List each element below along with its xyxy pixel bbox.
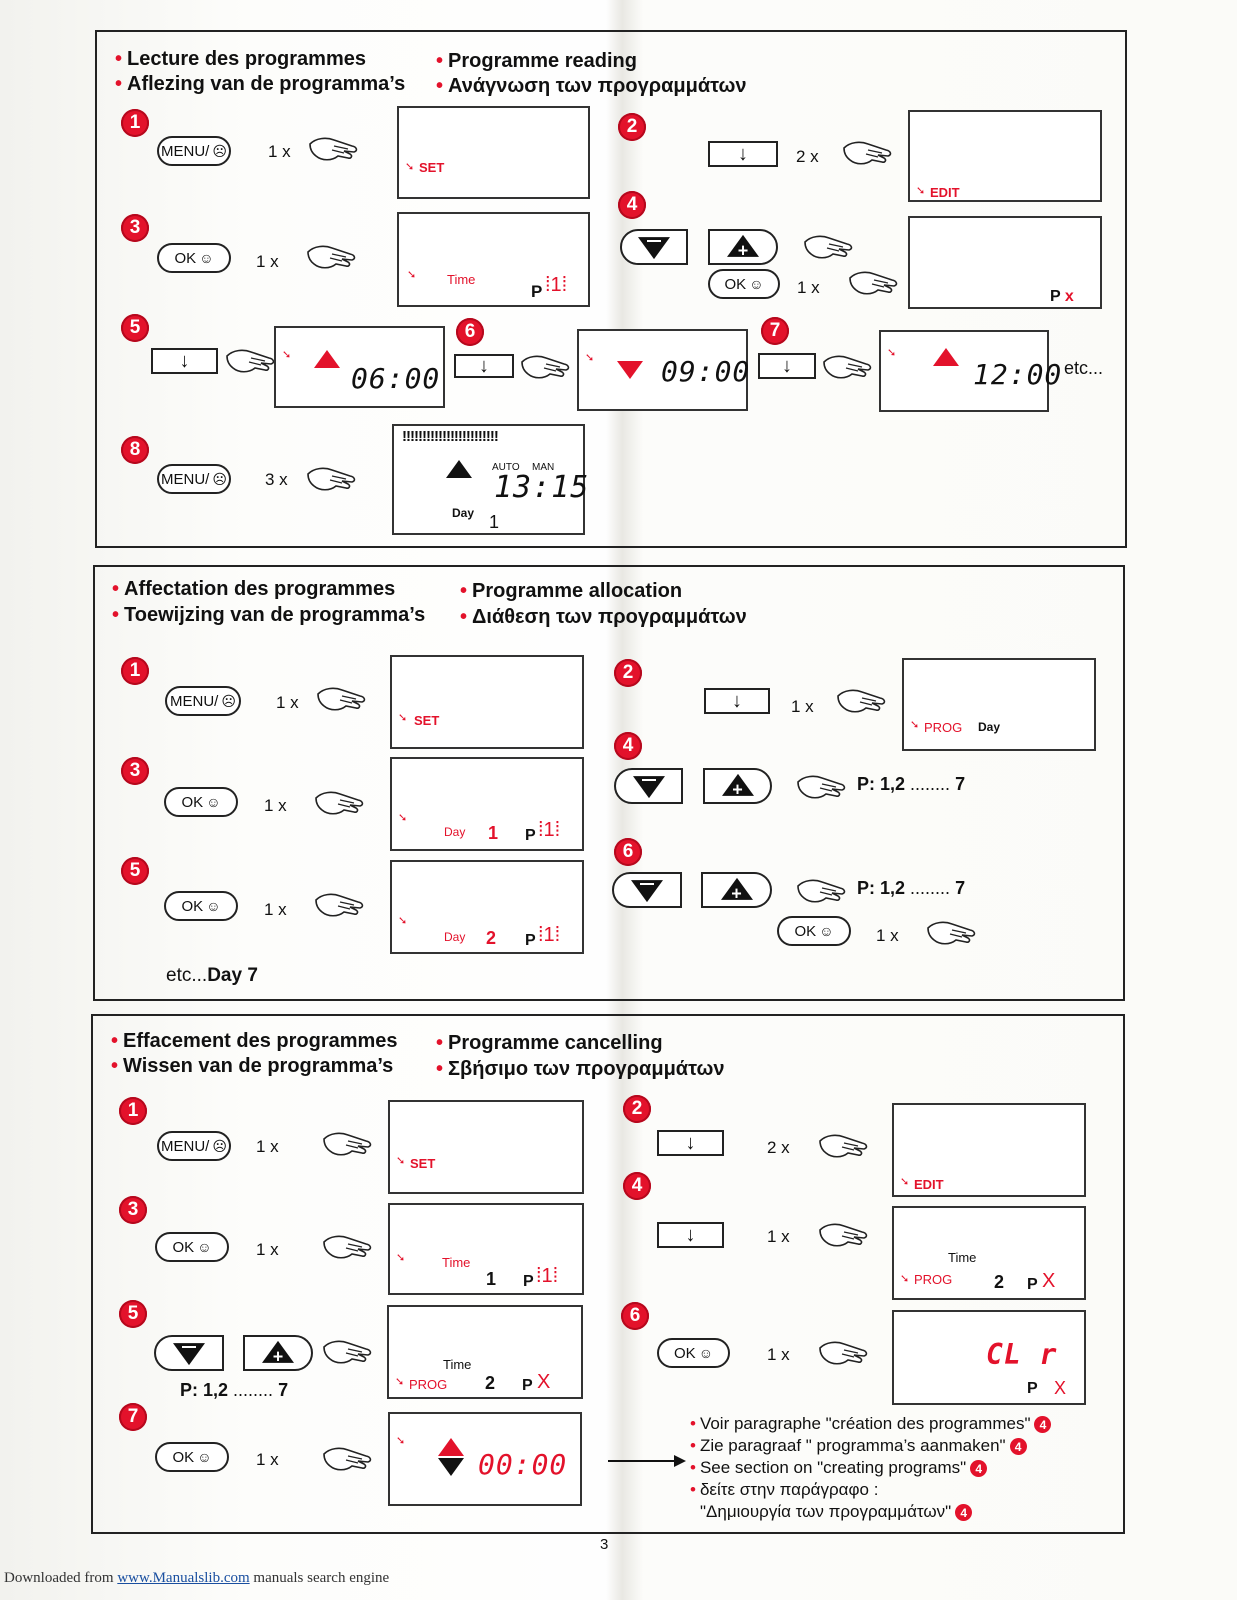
step-number: 6 xyxy=(621,1302,649,1330)
hand-pointer-icon xyxy=(306,242,358,272)
press-count: 1 x xyxy=(256,1137,279,1156)
press-count: 1 x xyxy=(268,142,291,161)
hand-pointer-icon xyxy=(322,1444,374,1474)
step-number: 7 xyxy=(119,1403,147,1431)
page-number: 3 xyxy=(600,1536,609,1553)
hand-pointer-icon xyxy=(314,788,366,818)
ok-button[interactable]: OK ☺ xyxy=(164,891,238,921)
press-count: 2 x xyxy=(767,1138,790,1157)
ok-button[interactable]: OK ☺ xyxy=(157,243,231,273)
down-arrow-button[interactable]: ↓ xyxy=(704,688,770,714)
step-number: 8 xyxy=(121,436,149,464)
lcd-display: ➘ SET xyxy=(397,106,590,199)
menu-button[interactable]: MENU/ ☹ xyxy=(157,136,231,166)
ok-button[interactable]: OK ☺ xyxy=(777,916,851,946)
down-arrow-button[interactable]: ↓ xyxy=(151,348,218,374)
press-count: 3 x xyxy=(265,470,288,489)
arrow-right-icon xyxy=(608,1452,686,1470)
step-number: 1 xyxy=(121,657,149,685)
hand-pointer-icon xyxy=(308,134,360,164)
etc-day7: etc...Day 7 xyxy=(166,965,258,986)
note-nl: • Zie paragraaf " programma’s aanmaken" 4 xyxy=(690,1436,1027,1456)
press-count: 1 x xyxy=(767,1345,790,1364)
lcd-display: Time ➘ PROG 2 P X xyxy=(387,1305,583,1399)
step-number: 2 xyxy=(623,1095,651,1123)
hand-pointer-icon xyxy=(225,346,277,376)
step-number: 2 xyxy=(618,113,646,141)
hand-pointer-icon xyxy=(322,1232,374,1262)
press-count: 1 x xyxy=(256,1450,279,1469)
program-range: P: 1,2 ........ 7 xyxy=(857,878,966,898)
step-number: 3 xyxy=(119,1196,147,1224)
hand-pointer-icon xyxy=(306,464,358,494)
heading-nl: • Toewijzing van de programma’s xyxy=(112,604,426,626)
ok-button[interactable]: OK ☺ xyxy=(155,1232,229,1262)
program-range: P: 1,2 ........ 7 xyxy=(180,1380,289,1400)
press-count: 1 x xyxy=(791,697,814,716)
hand-pointer-icon xyxy=(822,352,874,382)
hand-pointer-icon xyxy=(322,1129,374,1159)
step-number: 5 xyxy=(119,1300,147,1328)
step-number: 5 xyxy=(121,857,149,885)
heading-en: • Programme allocation xyxy=(460,580,683,602)
down-triangle-button[interactable] xyxy=(154,1335,224,1371)
lcd-display: ➘ EDIT xyxy=(892,1103,1086,1197)
heading-el: • Διάθεση των προγραμμάτων xyxy=(460,606,747,628)
menu-button[interactable]: MENU/ ☹ xyxy=(165,686,241,716)
hand-pointer-icon xyxy=(848,268,900,298)
step-number: 6 xyxy=(614,838,642,866)
hand-pointer-icon xyxy=(926,918,978,948)
heading-fr: • Lecture des programmes xyxy=(115,48,366,70)
hand-pointer-icon xyxy=(796,876,848,906)
heading-en: • Programme cancelling xyxy=(436,1032,663,1054)
hand-pointer-icon xyxy=(818,1220,870,1250)
press-count: 1 x xyxy=(264,796,287,815)
hand-pointer-icon xyxy=(316,684,368,714)
hand-pointer-icon xyxy=(818,1338,870,1368)
program-range: P: 1,2 ........ 7 xyxy=(857,774,966,794)
down-arrow-button[interactable]: ↓ xyxy=(758,353,816,379)
lcd-display: ➘ Day 2 P ⁞1⁞ xyxy=(390,860,584,954)
step-number: 4 xyxy=(618,191,646,219)
lcd-display: ➘ EDIT xyxy=(908,110,1102,202)
press-count: 1 x xyxy=(276,693,299,712)
etc-text: etc... xyxy=(1064,358,1104,378)
hand-pointer-icon xyxy=(803,232,855,262)
lcd-display: ➘ 00:00 xyxy=(388,1412,582,1506)
lcd-display: CL r P X xyxy=(892,1310,1086,1405)
ok-button[interactable]: OK ☺ xyxy=(708,269,780,299)
lcd-display: ➘ Time 1 P ⁞1⁞ xyxy=(388,1203,584,1295)
step-number: 3 xyxy=(121,757,149,785)
hand-pointer-icon xyxy=(314,890,366,920)
press-count: 1 x xyxy=(797,278,820,297)
lcd-display: ➘ Time P ⁞1⁞ xyxy=(397,212,590,307)
step-number: 4 xyxy=(623,1172,651,1200)
down-triangle-button[interactable] xyxy=(614,768,683,804)
step-number: 6 xyxy=(456,318,484,346)
note-el: • δείτε στην παράγραφο : xyxy=(690,1480,879,1499)
step-number: 1 xyxy=(119,1097,147,1125)
down-triangle-button[interactable] xyxy=(620,229,688,265)
heading-nl: • Aflezing van de programma’s xyxy=(115,73,406,95)
down-arrow-button[interactable]: ↓ xyxy=(454,354,514,378)
press-count: 1 x xyxy=(876,926,899,945)
up-plus-button[interactable]: + xyxy=(703,768,772,804)
ok-button[interactable]: OK ☺ xyxy=(155,1442,229,1472)
lcd-display: !!!!!!!!!!!!!!!!!!!!!!!! AUTO MAN 13:15 Day 1 xyxy=(392,424,585,535)
heading-fr: • Effacement des programmes xyxy=(111,1030,398,1052)
footer: Downloaded from www.Manualslib.com manuals search engine xyxy=(4,1570,390,1586)
lcd-display: ➘ Day 1 P ⁞1⁞ xyxy=(390,757,584,851)
ok-button[interactable]: OK ☺ xyxy=(657,1338,730,1368)
hand-pointer-icon xyxy=(836,686,888,716)
menu-button[interactable]: MENU/ ☹ xyxy=(157,464,231,494)
step-number: 2 xyxy=(614,659,642,687)
heading-fr: • Affectation des programmes xyxy=(112,578,396,600)
heading-nl: • Wissen van de programma’s xyxy=(111,1055,394,1077)
hand-pointer-icon xyxy=(322,1337,374,1367)
up-plus-button[interactable]: + xyxy=(243,1335,313,1371)
note-en: • See section on "creating programs" 4 xyxy=(690,1458,987,1478)
step-number: 3 xyxy=(121,214,149,242)
up-plus-button[interactable]: + xyxy=(708,229,778,265)
heading-el: • Ανάγνωση των προγραμμάτων xyxy=(436,75,747,97)
step-number: 5 xyxy=(121,314,149,342)
menu-button[interactable]: MENU/ ☹ xyxy=(157,1131,231,1161)
lcd-display: ➘ 09:00 xyxy=(577,329,748,411)
hand-pointer-icon xyxy=(818,1131,870,1161)
heading-el: • Σβήσιμο των προγραμμάτων xyxy=(436,1058,725,1080)
down-arrow-button[interactable]: ↓ xyxy=(657,1222,724,1248)
down-arrow-button[interactable]: ↓ xyxy=(657,1130,724,1156)
heading-en: • Programme reading xyxy=(436,50,637,72)
lcd-display: ➘ 12:00 xyxy=(879,330,1049,412)
up-plus-button[interactable]: + xyxy=(701,872,772,908)
press-count: 1 x xyxy=(264,900,287,919)
lcd-display: ➘ PROG Day xyxy=(902,658,1096,751)
lcd-display: ➘ SET xyxy=(390,655,584,749)
hand-pointer-icon xyxy=(842,138,894,168)
step-number: 4 xyxy=(614,732,642,760)
lcd-display: ➘ SET xyxy=(388,1100,584,1194)
lcd-display: Time ➘ PROG 2 P X xyxy=(892,1206,1086,1300)
manualslib-link[interactable]: www.Manualslib.com xyxy=(117,1570,250,1586)
press-count: 2 x xyxy=(796,147,819,166)
hand-pointer-icon xyxy=(520,352,572,382)
hand-pointer-icon xyxy=(796,772,848,802)
step-number: 7 xyxy=(761,317,789,345)
ok-button[interactable]: OK ☺ xyxy=(164,787,238,817)
lcd-display: ➘ 06:00 xyxy=(274,326,445,408)
press-count: 1 x xyxy=(767,1227,790,1246)
down-arrow-button[interactable]: ↓ xyxy=(708,141,778,167)
note-fr: • Voir paragraphe "création des programmes" 4 xyxy=(690,1414,1051,1434)
lcd-display: P x xyxy=(908,216,1102,309)
step-number: 1 xyxy=(121,109,149,137)
down-triangle-button[interactable] xyxy=(612,872,682,908)
note-el-2: "Δημιουργία των προγραμμάτων" 4 xyxy=(700,1502,972,1522)
press-count: 1 x xyxy=(256,1240,279,1259)
press-count: 1 x xyxy=(256,252,279,271)
